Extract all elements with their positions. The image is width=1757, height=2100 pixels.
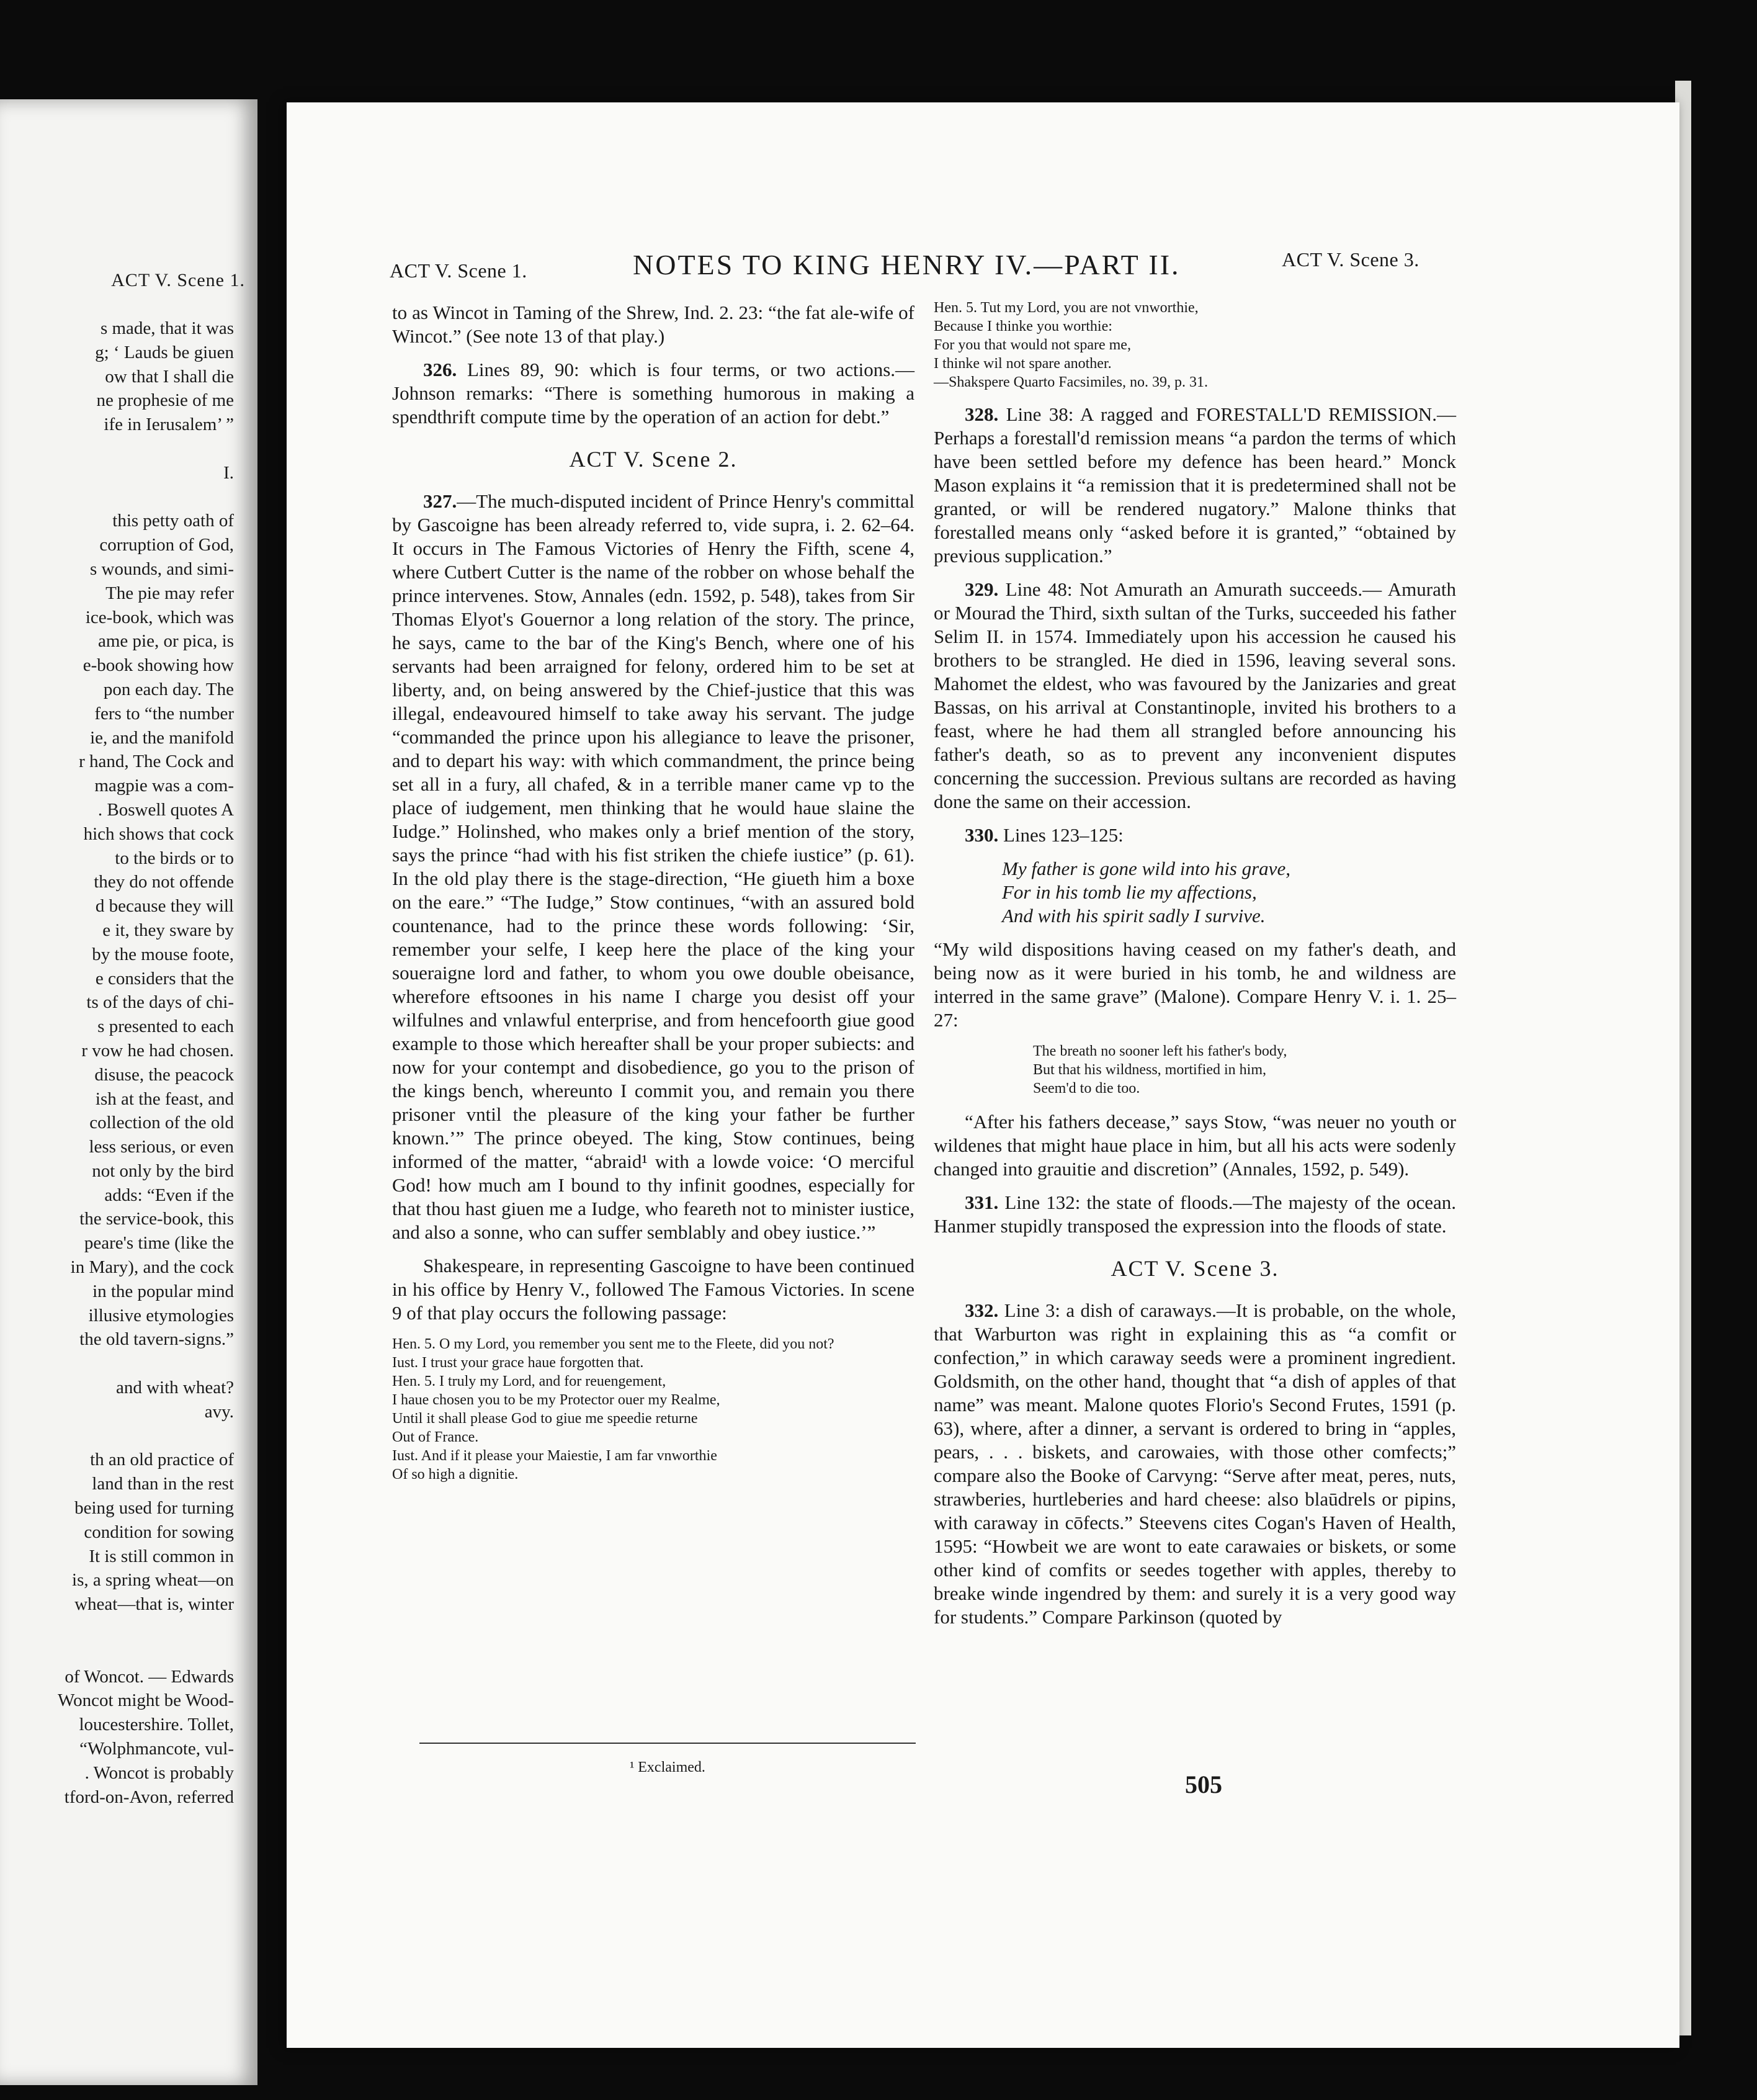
note-328 xyxy=(934,403,1456,568)
left-page-line: is, a spring wheat—on xyxy=(72,1570,234,1591)
left-page-line: hich shows that cock xyxy=(83,823,234,844)
left-page-line: avy. xyxy=(204,1401,234,1422)
left-page-line: ish at the feast, and xyxy=(95,1088,234,1109)
page-title: NOTES TO KING HENRY IV.—PART II. xyxy=(633,249,1181,280)
left-page-line: e-book showing how xyxy=(83,655,234,676)
note-text: Line 3: a dish of caraways.—It is probable, on the whole, that Warburton was right in explaining this as “a comfit or confection,” in which caraway seeds were a prominent ingredient. Goldsmith, on the other hand, thought that “a dish of apples of that name” was meant. Malone quotes Florio's Second Frutes, 1591 (p. 63), where, after a dinner, a servant is ordered to bring in “apples, pears, . . . biskets, and carowaies, with those other comfects;” compare also the Booke of Carvyng: “Serve after meat, peres, nuts, strawberies, hurtleberies and hard cheese: also blaūdrels or pipins, with caraway in cōfects.” Steevens cites Cogan's Haven of Health, 1595: “Howbeit we are wont to eate carawaies or biskets, or some other kind of comfits or seedes together with apples, thereby to breake winde ingendred by them: and surely it is a very good way for students.” Compare Parkinson (quoted by xyxy=(934,1299,1456,1628)
left-page-line: illusive etymologies xyxy=(88,1305,234,1326)
quote-line: —Shakspere Quarto Facsimiles, no. 39, p. 31. xyxy=(934,374,1208,390)
column-right xyxy=(934,295,1456,1639)
note-326 xyxy=(392,358,914,429)
verse-line: And with his spirit sadly I survive. xyxy=(1002,905,1266,927)
quote-line: Out of France. xyxy=(392,1429,479,1445)
left-page-line: to the birds or to xyxy=(115,848,234,868)
left-page-line: “Wolphmancote, vul- xyxy=(79,1739,234,1759)
left-page-line: collection of the old xyxy=(89,1113,234,1133)
note-text: Line 48: Not Amurath an Amurath succeeds.— Amurath or Mourad the Third, sixth sultan of the Turks, succeeded his father Selim II. in 1574. Immediately upon his accession he caused his brothers to be strangled. He died in 1596, leaving several sons. Mahomet the eldest, who was favoured by the Janizaries and great Bassas, on his arrival at Constantinople, invited his brothers to a feast, where he had them all strangled before announcing his father's death, so as to prevent any inconvenient disputes concerning the succession. Previous sultans are recorded as having done the same on their accession. xyxy=(934,578,1456,812)
left-page-line: in Mary), and the cock xyxy=(70,1257,234,1278)
quote-line: Hen. 5. Tut my Lord, you are not vnworthie, xyxy=(934,300,1199,316)
left-page-line: tford-on-Avon, referred xyxy=(64,1787,234,1807)
left-page-line: pon each day. The xyxy=(103,679,234,699)
left-page-line: d because they will xyxy=(95,896,234,917)
left-page-line: s made, that it was xyxy=(100,318,234,338)
left-page-line: and with wheat? xyxy=(115,1378,234,1398)
left-page-line: land than in the rest xyxy=(92,1474,234,1494)
quote-line: Until it shall please God to giue me speedie returne xyxy=(392,1411,698,1427)
left-page-header: ACT V. Scene 1. xyxy=(111,270,245,290)
note-text: Line 38: A ragged and FORESTALL'D REMISSION.— Perhaps a forestall'd remission means “a pardon the terms of which have been settled before my defence has been heard.” Monck Mason explains it “a remission that it is predetermined shall not be granted, or will be rendered nugatory.” Malone thinks that forestalled means only “asked before it is granted,” “obtained by previous supplication.” xyxy=(934,403,1457,567)
left-page-line: ife in Ierusalem’ ” xyxy=(104,415,234,435)
left-page-line: disuse, the peacock xyxy=(94,1064,234,1085)
quote-line: Because I thinke you worthie: xyxy=(934,318,1112,334)
paragraph-shakespeare: Shakespeare, in representing Gascoigne to have been continued in his office by Henry V., followed The Famous Victories. In scene 9 of that play occurs the following passage: xyxy=(392,1255,914,1324)
note-number: 331. xyxy=(965,1191,999,1213)
footnote-rule xyxy=(419,1743,916,1744)
left-page-line: ow that I shall die xyxy=(105,366,234,387)
running-head-left: ACT V. Scene 1. xyxy=(390,259,527,282)
left-page-line: g; ‘ Lauds be giuen xyxy=(95,342,234,362)
note-text: Line 132: the state of floods.—The majesty of the ocean. Hanmer stupidly transposed the expression into the floods of state. xyxy=(934,1191,1457,1237)
quote-line: I thinke wil not spare another. xyxy=(934,356,1112,372)
left-page xyxy=(0,99,257,2085)
note-330 xyxy=(934,823,1456,847)
left-page-line: condition for sowing xyxy=(84,1522,234,1542)
left-page-line xyxy=(0,1641,234,1665)
left-page-line: the service-book, this xyxy=(79,1209,234,1229)
quote-line: For you that would not spare me, xyxy=(934,337,1131,353)
left-page-line: The pie may refer xyxy=(105,583,234,603)
block-quote-famous-victories xyxy=(392,1335,914,1484)
verse-line: My father is gone wild into his grave, xyxy=(1002,858,1290,879)
left-page-line: of Woncot. — Edwards xyxy=(65,1666,234,1687)
verse-quote-henry-v xyxy=(934,1042,1456,1098)
left-page-line: s presented to each xyxy=(97,1016,234,1037)
quote-line: Of so high a dignitie. xyxy=(392,1466,519,1483)
left-page-line: peare's time (like the xyxy=(84,1233,234,1254)
block-quote-continued xyxy=(934,298,1456,392)
verse-line: Seem'd to die too. xyxy=(1033,1080,1140,1097)
section-heading-scene-3: ACT V. Scene 3. xyxy=(1111,1256,1279,1281)
note-330-commentary: “My wild dispositions having ceased on my father's death, and being now as it were buried in his tomb, he and wildness are interred in the same grave” (Malone). Compare Henry V. i. 1. 25–27: xyxy=(934,938,1456,1031)
verse-line: For in his tomb lie my affections, xyxy=(1002,881,1257,903)
left-page-line: in the popular mind xyxy=(92,1281,234,1301)
note-number: 328. xyxy=(965,403,999,425)
left-page-line: r vow he had chosen. xyxy=(81,1040,234,1061)
note-number: 332. xyxy=(965,1299,999,1321)
left-page-line xyxy=(0,1617,234,1641)
left-page-line: . Woncot is probably xyxy=(84,1762,234,1783)
left-page-line: magpie was a com- xyxy=(94,776,234,796)
left-page-line: adds: “Even if the xyxy=(104,1185,234,1205)
left-page-line: e considers that the xyxy=(95,968,234,989)
section-heading-scene-2: ACT V. Scene 2. xyxy=(569,447,738,472)
quote-line: Hen. 5. I truly my Lord, and for reuengement, xyxy=(392,1373,666,1389)
verse-line: The breath no sooner left his father's body, xyxy=(1033,1043,1287,1059)
column-left xyxy=(392,301,914,1495)
quote-line: Iust. And if it please your Maiestie, I am far vnworthie xyxy=(392,1448,717,1464)
running-head-right: ACT V. Scene 3. xyxy=(1282,248,1419,271)
left-page-line: less serious, or even xyxy=(89,1137,234,1157)
left-page-line: not only by the bird xyxy=(92,1160,234,1181)
note-329 xyxy=(934,578,1456,814)
footnote: ¹ Exclaimed. xyxy=(630,1759,705,1775)
left-page-line xyxy=(0,485,234,509)
page-number: 505 xyxy=(1185,1770,1222,1798)
note-number: 329. xyxy=(965,578,999,600)
left-page-line: the old tavern-signs.” xyxy=(79,1329,234,1350)
note-text: Lines 123–125: xyxy=(1003,824,1124,846)
note-331 xyxy=(934,1191,1456,1238)
left-page-line: ne prophesie of me xyxy=(96,390,234,411)
left-page-line: by the mouse foote, xyxy=(92,944,234,964)
left-page-line xyxy=(0,1352,234,1376)
left-page-line: wheat—that is, winter xyxy=(74,1594,234,1615)
left-page-line: ts of the days of chi- xyxy=(86,992,234,1013)
note-number: 327. xyxy=(423,490,457,512)
verse-line: But that his wildness, mortified in him, xyxy=(1033,1062,1266,1078)
paragraph-continued: to as Wincot in Taming of the Shrew, Ind. 2. 23: “the fat ale-wife of Wincot.” (See note 13 of that play.) xyxy=(392,302,914,347)
note-327 xyxy=(392,490,914,1244)
left-page-line: Woncot might be Wood- xyxy=(58,1690,234,1711)
left-page-line: being used for turning xyxy=(74,1498,234,1519)
left-page-line: ame pie, or pica, is xyxy=(97,631,234,652)
left-page-line: ice-book, which was xyxy=(85,607,234,627)
quote-line: Iust. I trust your grace haue forgotten that. xyxy=(392,1355,644,1371)
quote-line: I haue chosen you to be my Protector ouer my Realme, xyxy=(392,1392,720,1408)
left-page-line: loucestershire. Tollet, xyxy=(79,1715,234,1735)
note-number: 326. xyxy=(423,359,457,380)
left-page-line: e it, they sware by xyxy=(102,920,234,940)
left-page-line: It is still common in xyxy=(89,1546,234,1566)
note-number: 330. xyxy=(965,824,999,846)
note-330-stow: “After his fathers decease,” says Stow, “was neuer no youth or wildenes that might haue place in him, but all his acts were sodenly changed into grauitie and discretion” (Annales, 1592, p. 549). xyxy=(934,1111,1456,1180)
left-page-line: corruption of God, xyxy=(99,535,234,555)
note-text: —The much-disputed incident of Prince Henry's committal by Gascoigne has been already referred to, vide supra, i. 2. 62–64. It occurs in The Famous Victories of Henry the Fifth, scene 4, where Cutbert Cutter is the name of the robber on whose behalf the prince intervenes. Stow, Annales (edn. 1592, p. 548), takes from Sir Thomas Elyot's Gouernor a long relation of the story. The prince, he says, came to the bar of the King's Bench, where one of his servants had been arraigned for felony, ordered him to be set at liberty, and, on being answered by the Chief-justice that this was illegal, endeavoured himself to take away his servant. The judge “commanded the prince upon his allegiance to leave the prisoner, and to depart his way: with which commandment, the prince being set all in a fury, all chafed, & in a terrible maner came vp to the place of iudgement, men thinking that he would haue slaine the Iudge.” Holinshed, who makes only a brief mention of the story, says the prince “had with his fist striken the chiefe iustice” (p. 61). In the old play there is the stage-direction, “He giueth him a boxe on the eare.” “The Iudge,” Stow continues, “with an assured bold countenance, had to the prince these words following: ‘Sir, remember your selfe, I keep here the place of the king your soueraigne lord and father, to whom you owe double obeisance, wherefore eftsoones in his name I charge you desist off your wilfulnes and vnlawful enterprise, and from hencefoorth giue good example to those which hereafter shall be your proper subiects: and now for your contempt and disobedience, go you to the prison of the kings bench, whereunto I commit you, and remain you there prisoner vntil the pleasure of the king your father be further known.’” The prince obeyed. The king, Stow continues, being informed of the matter, “abraid¹ with a lowde voice: ‘O merciful God! how much am I bound to thy infinit goodnes, especially for that thou hast giuen me a Iudge, who feareth not to minister iustice, and also a sonne, who can suffer semblably and obey iustice.’” xyxy=(392,490,914,1243)
left-page-line: r hand, The Cock and xyxy=(79,752,234,772)
left-page-line: they do not offende xyxy=(94,872,234,892)
left-page-line: s wounds, and simi- xyxy=(90,559,234,579)
quote-line: Hen. 5. O my Lord, you remember you sent me to the Fleete, did you not? xyxy=(392,1336,834,1352)
left-page-line: ie, and the manifold xyxy=(90,727,234,748)
note-text: Lines 89, 90: which is four terms, or two actions.— Johnson remarks: “There is something humorous in making a spendthrift compute time by the operation of an action for debt.” xyxy=(392,359,915,428)
verse-quote-330 xyxy=(934,857,1456,928)
left-page-line: th an old practice of xyxy=(90,1450,234,1470)
left-page-line: I. xyxy=(223,462,234,483)
left-page-text xyxy=(0,316,234,1809)
left-page-line: fers to “the number xyxy=(94,703,234,724)
left-page-line xyxy=(0,437,234,461)
note-332 xyxy=(934,1299,1456,1629)
left-page-line xyxy=(0,1424,234,1448)
left-page-line: this petty oath of xyxy=(112,511,234,531)
left-page-line: . Boswell quotes A xyxy=(97,799,234,820)
